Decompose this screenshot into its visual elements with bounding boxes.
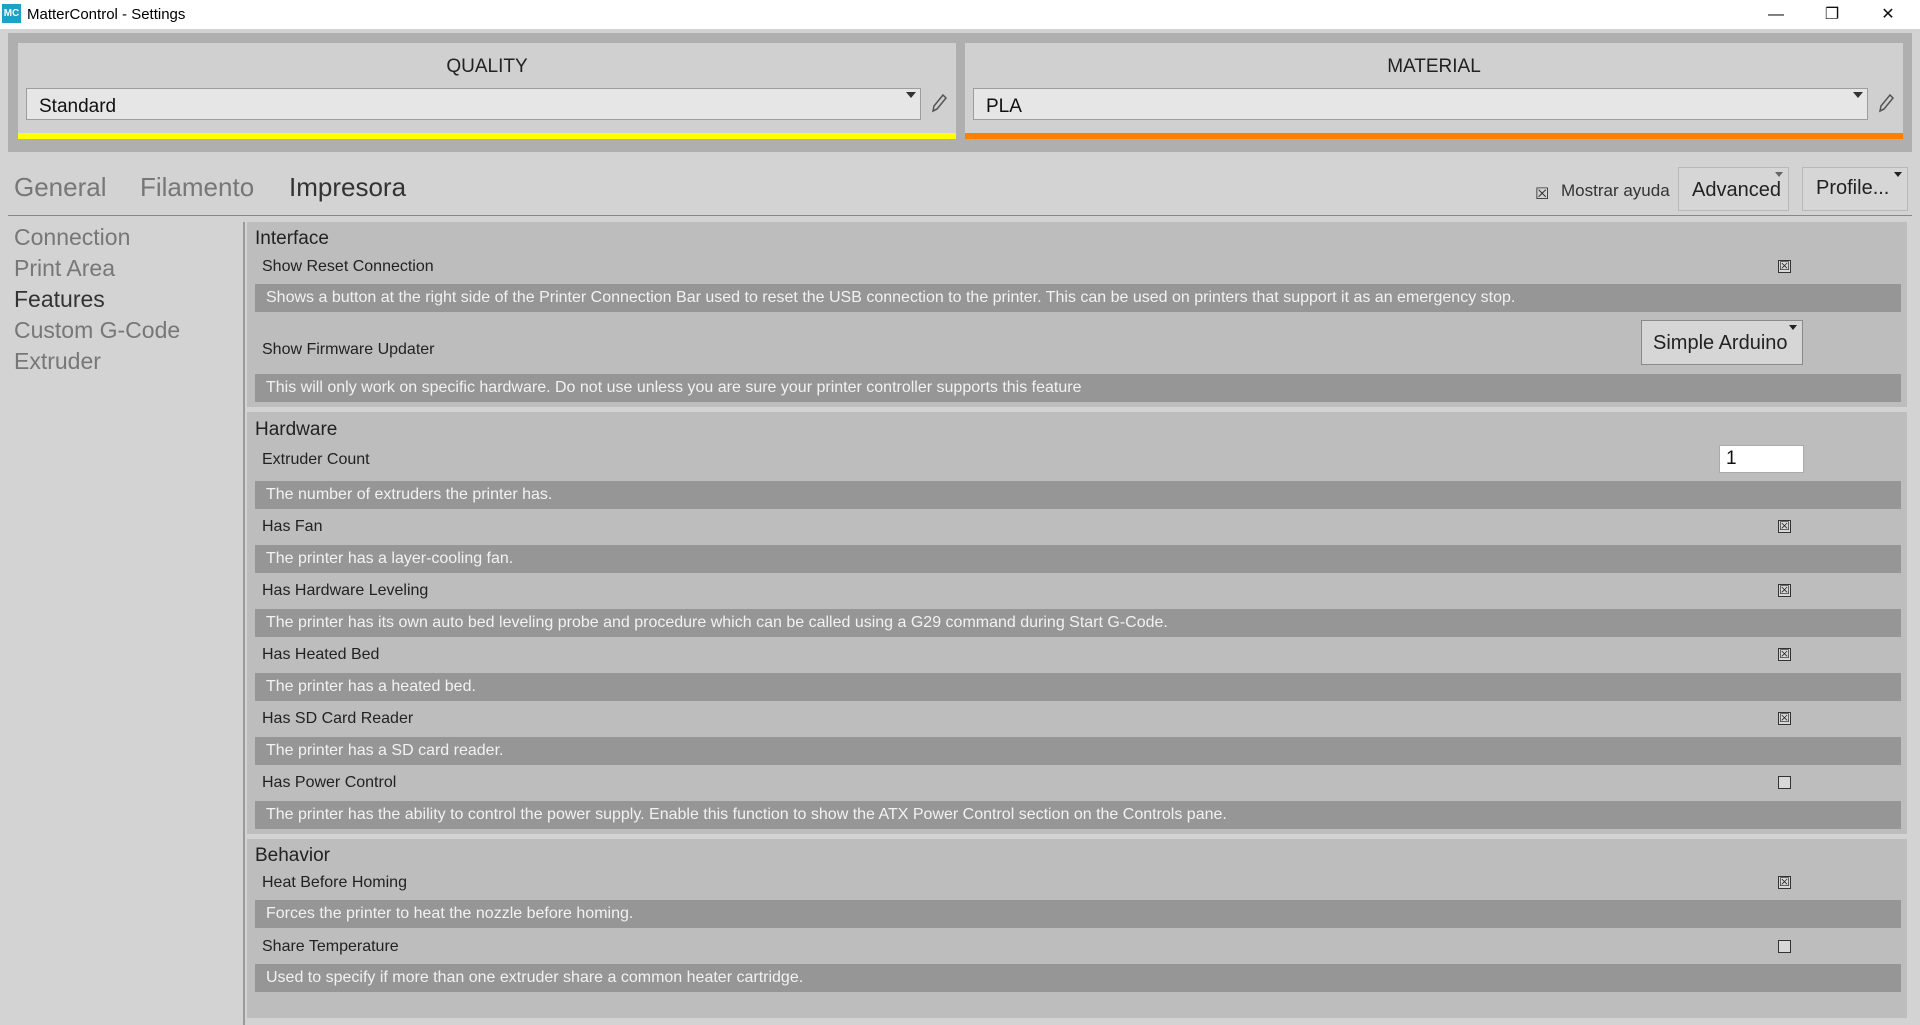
chevron-down-icon (906, 92, 916, 98)
extruder-count-help: The number of extruders the printer has. (255, 481, 1901, 509)
edit-pencil-icon[interactable] (929, 91, 949, 115)
has-heated-bed-help: The printer has a heated bed. (255, 673, 1901, 701)
material-value: PLA (986, 96, 1022, 117)
material-preset-panel (965, 43, 1903, 139)
nav-item-custom-gcode[interactable]: Custom G-Code (14, 317, 181, 343)
quality-title: QUALITY (446, 56, 528, 77)
share-temperature-checkbox[interactable] (1778, 940, 1791, 953)
has-sd-card-reader-help: The printer has a SD card reader. (255, 737, 1901, 765)
chevron-down-icon (1789, 325, 1797, 330)
behavior-section (247, 839, 1907, 1018)
section-title: Interface (255, 228, 329, 249)
show-firmware-updater-help: This will only work on specific hardware. Do not use unless you are sure your printer controller supports this feature (255, 374, 1901, 402)
tab-impresora[interactable]: Impresora (289, 172, 407, 202)
minimize-button[interactable]: — (1768, 6, 1784, 23)
window-title: MatterControl - Settings (27, 6, 186, 23)
quality-preset-panel (18, 43, 956, 139)
quality-color-bar (18, 133, 956, 139)
has-power-control-checkbox[interactable] (1778, 776, 1791, 789)
has-fan-help: The printer has a layer-cooling fan. (255, 545, 1901, 573)
has-fan-label: Has Fan (262, 518, 323, 535)
has-sd-card-reader-label: Has SD Card Reader (262, 710, 414, 727)
heat-before-homing-label: Heat Before Homing (262, 874, 407, 891)
settings-tabs (0, 156, 1920, 216)
material-color-bar (965, 133, 1903, 139)
chevron-down-icon (1853, 92, 1863, 98)
preset-selector-area (8, 33, 1912, 152)
material-dropdown[interactable] (973, 88, 1868, 120)
show-help-checkbox[interactable]: ☒ (1535, 186, 1550, 203)
quality-value: Standard (39, 96, 117, 117)
show-reset-connection-help: Shows a button at the right side of the Printer Connection Bar used to reset the USB connection to the printer. This can be used on printers that support it as an emergency stop. (255, 284, 1901, 312)
quality-dropdown[interactable] (26, 88, 921, 120)
share-temperature-help: Used to specify if more than one extruder share a common heater cartridge. (255, 964, 1901, 992)
restore-button[interactable]: ❐ (1824, 6, 1840, 23)
section-title: Hardware (255, 419, 338, 440)
settings-category-nav (0, 222, 242, 1025)
show-firmware-updater-label: Show Firmware Updater (262, 341, 435, 358)
has-hardware-leveling-help: The printer has its own auto bed leveling probe and procedure which can be called using a G29 command during Start G-Code. (255, 609, 1901, 637)
has-hardware-leveling-checkbox[interactable]: ☒ (1779, 583, 1790, 597)
settings-content (247, 222, 1907, 1025)
app-icon: MC (2, 4, 21, 23)
share-temperature-label: Share Temperature (262, 938, 399, 955)
heat-before-homing-checkbox[interactable]: ☒ (1779, 875, 1790, 889)
tab-general[interactable]: General (14, 172, 107, 202)
tab-filamento[interactable]: Filamento (140, 172, 255, 202)
section-title: Behavior (255, 845, 330, 866)
extruder-count-input[interactable]: 1 (1719, 445, 1804, 473)
chevron-down-icon (1894, 172, 1902, 177)
advanced-dropdown[interactable] (1678, 167, 1789, 211)
advanced-label: Advanced (1692, 179, 1781, 201)
nav-item-features[interactable]: Features (14, 286, 105, 312)
profile-label: Profile... (1816, 177, 1890, 199)
has-power-control-label: Has Power Control (262, 774, 397, 791)
has-power-control-help: The printer has the ability to control the power supply. Enable this function to show the ATX Power Control section on the Controls pane. (255, 801, 1901, 829)
has-sd-card-reader-checkbox[interactable]: ☒ (1779, 711, 1790, 725)
firmware-updater-value: Simple Arduino (1653, 332, 1788, 354)
show-reset-connection-label: Show Reset Connection (262, 258, 434, 275)
heat-before-homing-help: Forces the printer to heat the nozzle before homing. (255, 900, 1901, 928)
show-reset-connection-checkbox[interactable]: ☒ (1779, 259, 1790, 273)
material-title: MATERIAL (1387, 56, 1481, 77)
has-hardware-leveling-label: Has Hardware Leveling (262, 582, 429, 599)
nav-item-extruder[interactable]: Extruder (14, 348, 101, 374)
nav-item-print-area[interactable]: Print Area (14, 255, 115, 281)
extruder-count-label: Extruder Count (262, 451, 370, 468)
title-bar (0, 0, 1920, 29)
hardware-section (247, 412, 1907, 834)
nav-divider (243, 222, 245, 1025)
has-heated-bed-checkbox[interactable]: ☒ (1779, 647, 1790, 661)
firmware-updater-dropdown[interactable] (1641, 320, 1803, 365)
show-help-label[interactable]: Mostrar ayuda (1561, 181, 1670, 200)
has-heated-bed-label: Has Heated Bed (262, 646, 380, 663)
close-button[interactable]: ✕ (1881, 6, 1895, 23)
profile-menu-button[interactable] (1802, 167, 1908, 211)
tabs-divider (8, 215, 1912, 216)
has-fan-checkbox[interactable]: ☒ (1779, 519, 1790, 533)
edit-pencil-icon[interactable] (1876, 91, 1896, 115)
chevron-down-icon (1775, 172, 1783, 177)
nav-item-connection[interactable]: Connection (14, 224, 131, 250)
interface-section (247, 222, 1907, 407)
